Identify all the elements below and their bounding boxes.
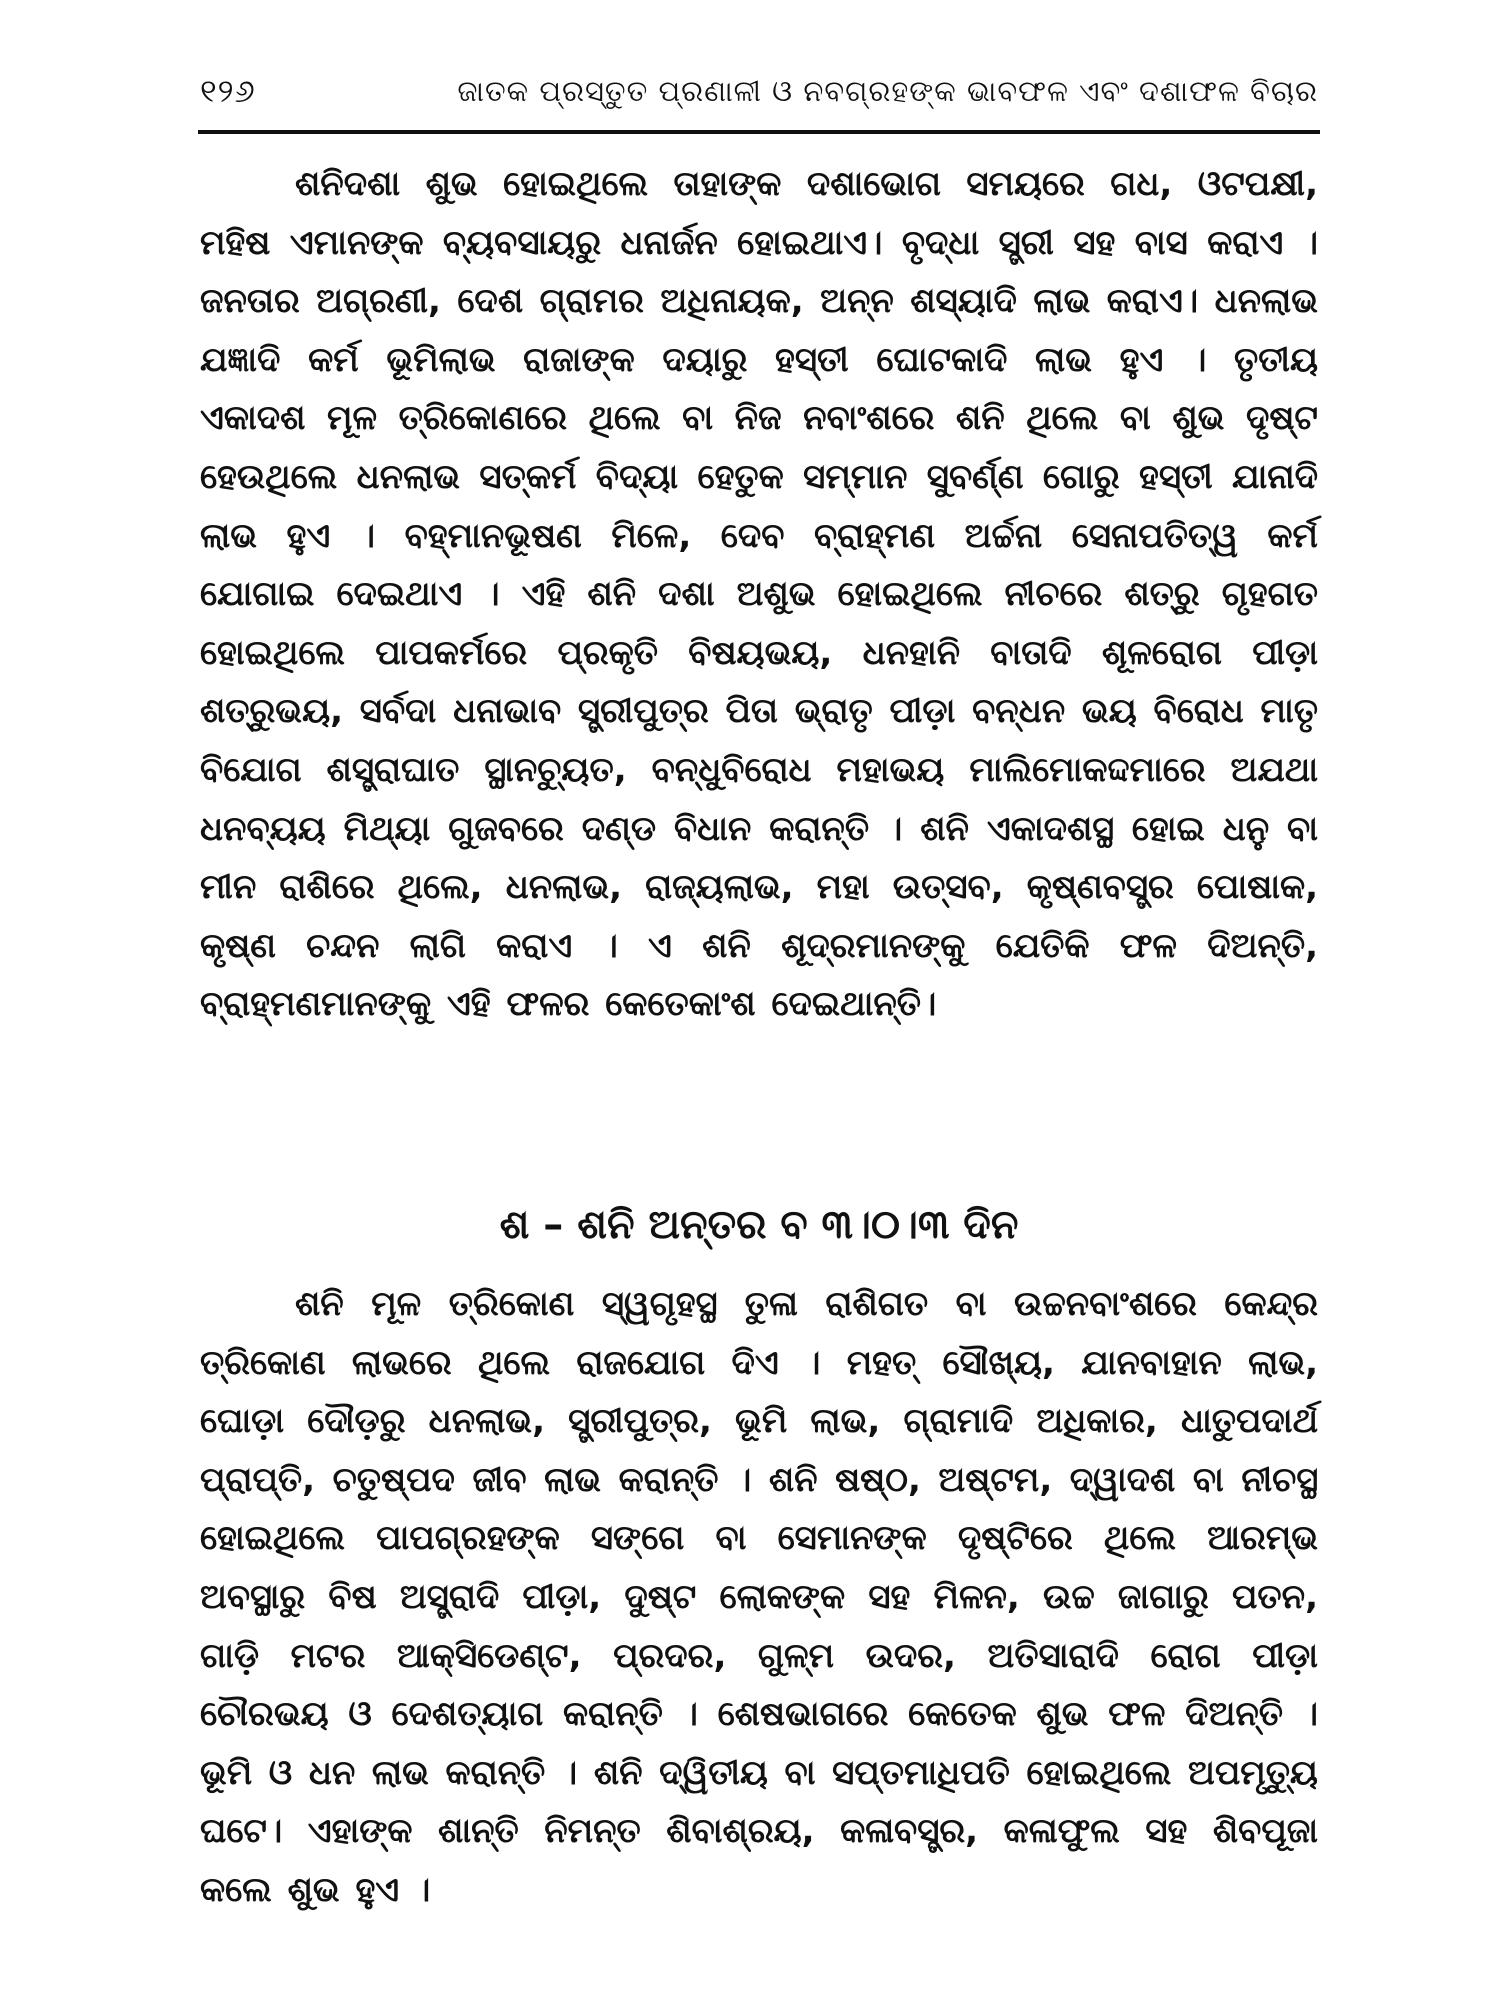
running-title: ଜାତକ ପ୍ରସ୍ତୁତ ପ୍ରଣାଳୀ ଓ ନବଗ୍ରହଙ୍କ ଭାବଫଳ ଏବଂ ଦଶାଫଳ ବିଚାର bbox=[457, 73, 1318, 108]
paragraph-saturn-antara: ଶନି ମୂଳ ତ୍ରିକୋଣ ସ୍ୱଗୃହସ୍ଥ ତୁଳା ରାଶିଗତ ବା ଉଚ୍ଚନବାଂଶରେ କେନ୍ଦ୍ର ତ୍ରିକୋଣ ଲାଭରେ ଥିଲେ ରାଜଯୋଗ ଦିଏ । ମହତ୍ ସୌଖ୍ୟ, ଯାନବାହାନ ଲାଭ, ଘୋଡ଼ା ଦୌଡ଼ରୁ ଧନଲାଭ, ସ୍ତ୍ରୀପୁତ୍ର, ଭୂମି ଲାଭ, ଗ୍ରାମାଦି ଅଧିକାର, ଧାତୁପଦାର୍ଥ ପ୍ରାପ୍ତି, ଚତୁଷ୍ପଦ ଜୀବ ଲାଭ କରାନ୍ତି । ଶନି ଷଷ୍ଠ, ଅଷ୍ଟମ, ଦ୍ୱାଦଶ ବା ନୀଚସ୍ଥ ହୋଇଥିଲେ ପାପଗ୍ରହଙ୍କ ସଙ୍ଗେ ବା ସେମାନଙ୍କ ଦୃଷ୍ଟିରେ ଥିଲେ ଆରମ୍ଭ ଅବସ୍ଥାରୁ ବିଷ ଅସ୍ତ୍ରାଦି ପୀଡ଼ା, ଦୁଷ୍ଟ ଲୋକଙ୍କ ସହ ମିଳନ, ଉଚ୍ଚ ଜାଗାରୁ ପତନ, ଗାଡ଼ି ମଟର ଆକ୍ସିଡେଣ୍ଟ, ପ୍ରଦର, ଗୁଳ୍ମ ଉଦର, ଅତିସାରାଦି ରୋଗ ପୀଡ଼ା ଚୌରଭୟ ଓ ଦେଶତ୍ୟାଗ କରାନ୍ତି । ଶେଷଭାଗରେ କେତେକ ଶୁଭ ଫଳ ଦିଅନ୍ତି । ଭୂମି ଓ ଧନ ଲାଭ କରାନ୍ତି । ଶନି ଦ୍ୱିତୀୟ ବା ସପ୍ତମାଧିପତି ହୋଇଥିଲେ ଅପମୃତ୍ୟୁ ଘଟେ। ଏହାଙ୍କ ଶାନ୍ତି ନିମନ୍ତ ଶିବାଶ୍ରୟ, କଳାବସ୍ତ୍ର, କଳାଫୁଲ ସହ ଶିବପୂଜା କଲେ ଶୁଭ ହୁଏ । bbox=[200, 1284, 1318, 1910]
page-number: ୧୨୬ bbox=[200, 71, 256, 110]
section-heading: ଶ – ଶନି ଅନ୍ତର ବ ୩।୦।୩ ଦିନ bbox=[499, 1202, 1019, 1248]
paragraph-saturn-dasha: ଶନିଦଶା ଶୁଭ ହୋଇଥିଲେ ତାହାଙ୍କ ଦଶାଭୋଗ ସମୟରେ ଗଧ, ଓଟପକ୍ଷୀ, ମହିଷ ଏମାନଙ୍କ ବ୍ୟବସାୟରୁ ଧନାର୍ଜନ ହୋଇଥାଏ। ବୃଦ୍ଧା ସ୍ତ୍ରୀ ସହ ବାସ କରାଏ । ଜନତାର ଅଗ୍ରଣୀ, ଦେଶ ଗ୍ରାମର ଅଧିନାୟକ, ଅନ୍ନ ଶସ୍ୟାଦି ଲାଭ କରାଏ। ଧନଲାଭ ଯଜ୍ଞାଦି କର୍ମ ଭୂମିଲାଭ ରାଜାଙ୍କ ଦୟାରୁ ହସ୍ତୀ ଘୋଟକାଦି ଲାଭ ହୁଏ । ତୃତୀୟ ଏକାଦଶ ମୂଳ ତ୍ରିକୋଣରେ ଥିଲେ ବା ନିଜ ନବାଂଶରେ ଶନି ଥିଲେ ବା ଶୁଭ ଦୃଷ୍ଟ ହେଉଥିଲେ ଧନଲାଭ ସତ୍‌କର୍ମ ବିଦ୍ୟା ହେତୁକ ସମ୍ମାନ ସୁବର୍ଣ୍ଣ ଗୋରୁ ହସ୍ତୀ ଯାନାଦି ଲାଭ ହୁଏ । ବହ୍ମାନଭୂଷଣ ମିଳେ, ଦେବ ବ୍ରାହ୍ମଣ ଅର୍ଚ୍ଚନା ସେନାପତିତ୍ୱ କର୍ମ ଯୋଗାଇ ଦେଇଥାଏ । ଏହି ଶନି ଦଶା ଅଶୁଭ ହୋଇଥିଲେ ନୀଚରେ ଶତ୍ରୁ ଗୃହଗତ ହୋଇଥିଲେ ପାପକର୍ମରେ ପ୍ରକୃତି ବିଷୟଭୟ, ଧନହାନି ବାତାଦି ଶୂଳରୋଗ ପୀଡ଼ା ଶତ୍ରୁଭୟ, ସର୍ବଦା ଧନାଭାବ ସ୍ତ୍ରୀପୁତ୍ର ପିତା ଭ୍ରାତୃ ପୀଡ଼ା ବନ୍ଧନ ଭୟ ବିରୋଧ ମାତୃ ବିଯୋଗ ଶସ୍ତ୍ରାଘାତ ସ୍ଥାନଚ୍ୟୁତ, ବନ୍ଧୁବିରୋଧ ମହାଭୟ ମାଲିମୋକଦ୍ଦମାରେ ଅଯଥା ଧନବ୍ୟୟ ମିଥ୍ୟା ଗୁଜବରେ ଦଣ୍ଡ ବିଧାନ କରାନ୍ତି । ଶନି ଏକାଦଶସ୍ଥ ହୋଇ ଧନୁ ବା ମୀନ ରାଶିରେ ଥିଲେ, ଧନଲାଭ, ରାଜ୍ୟଲାଭ, ମହା ଉତ୍ସବ, କୃଷ୍ଣବସ୍ତ୍ର ପୋଷାକ, କୃଷ୍ଣ ଚନ୍ଦନ ଲାଗି କରାଏ । ଏ ଶନି ଶୂଦ୍ରମାନଙ୍କୁ ଯେତିକି ଫଳ ଦିଅନ୍ତି, ବ୍ରାହ୍ମଣମାନଙ୍କୁ ଏହି ଫଳର କେତେକାଂଶ ଦେଇଥାନ୍ତି। bbox=[200, 164, 1318, 1025]
header-rule bbox=[198, 130, 1320, 134]
page-header bbox=[200, 62, 1318, 120]
